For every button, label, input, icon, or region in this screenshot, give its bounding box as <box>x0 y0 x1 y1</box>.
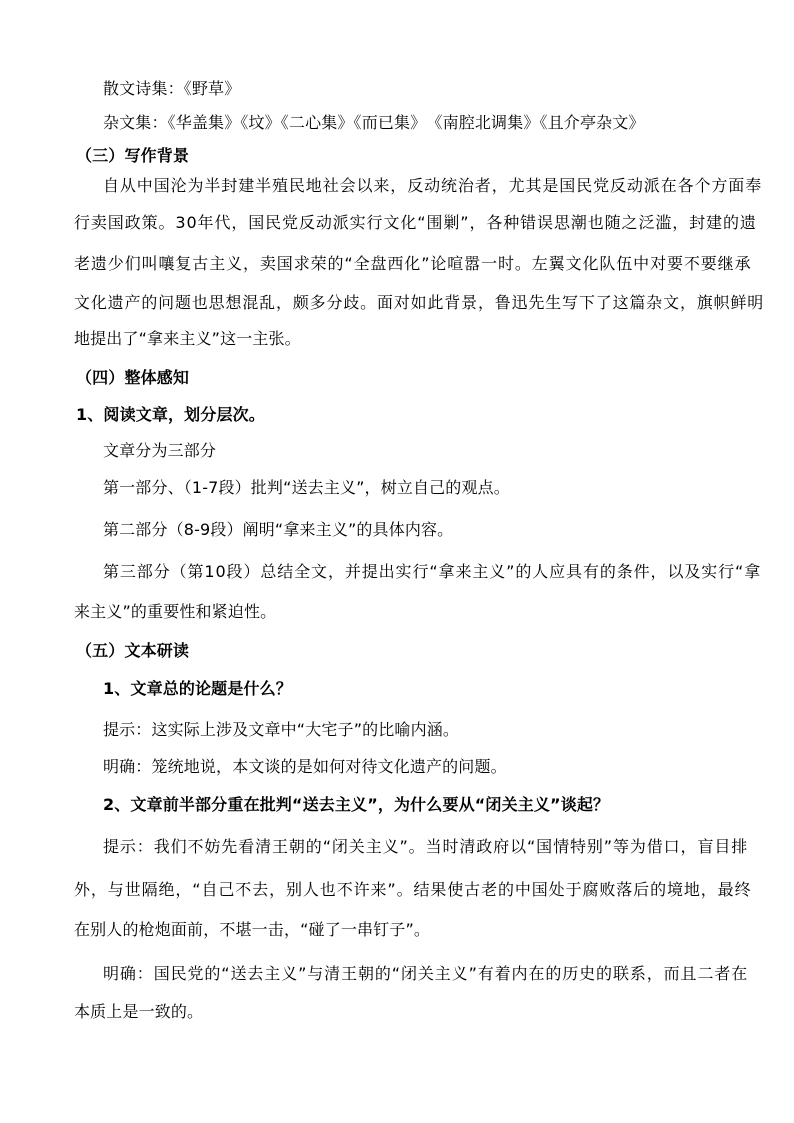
question-heading: 1、文章总的论题是什么？ <box>103 679 292 698</box>
paragraph-line: 明确：笼统地说，本文谈的是如何对待文化遗产的问题。 <box>103 757 507 776</box>
paragraph-line: 地提出了“拿来主义”这一主张。 <box>74 329 301 348</box>
paragraph-line: 本质上是一致的。 <box>74 1002 204 1021</box>
paragraph-line: 明确：国民党的“送去主义”与清王朝的“闭关主义”有着内在的历史的联系，而且二者在 <box>103 964 749 983</box>
section-heading-writing-background: （三）写作背景 <box>76 146 190 165</box>
section-heading-text-study: （五）文本研读 <box>76 641 190 660</box>
paragraph-line: 第三部分（第10段）总结全文，并提出实行“拿来主义”的人应具有的条件，以及实行“拿 <box>103 562 762 581</box>
paragraph-line: 文化遗产的问题也思想混乱，颇多分歧。面对如此背景，鲁迅先生写下了这篇杂文，旗帜鲜明 <box>74 293 765 312</box>
paragraph-line: 行卖国政策。30年代，国民党反动派实行文化“围剿”，各种错误思潮也随之泛滥，封建的遗 <box>74 213 757 232</box>
paragraph-line: 在别人的枪炮面前，不堪一击，“碰了一串钉子”。 <box>74 920 431 939</box>
paragraph-line: 第二部分（8-9段）阐明“拿来主义”的具体内容。 <box>103 520 454 539</box>
paragraph-line: 老遗少们叫嚷复古主义，卖国求荣的“全盘西化”论喧嚣一时。左翼文化队伍中对要不要继承 <box>74 254 752 273</box>
section-heading-overall-perception: （四）整体感知 <box>76 368 190 387</box>
paragraph-line: 来主义”的重要性和紧迫性。 <box>74 602 277 621</box>
paragraph-line: 自从中国沦为半封建半殖民地社会以来，反动统治者，尤其是国民党反动派在各个方面奉 <box>103 176 763 195</box>
question-heading: 2、文章前半部分重在批判“送去主义”，为什么要从“闭关主义”谈起？ <box>103 795 610 814</box>
essay-collections-line: 杂文集：《华盖集》《坟》《二心集》《而已集》 《南腔北调集》《且介亭杂文》 <box>103 113 645 132</box>
paragraph-line: 外，与世隔绝，“自己不去，别人也不许来”。结果使古老的中国处于腐败落后的境地，最终 <box>74 880 752 899</box>
prose-poetry-collection-line: 散文诗集：《野草》 <box>103 79 241 98</box>
paragraph-line: 第一部分、（1-7段）批判“送去主义”，树立自己的观点。 <box>103 478 510 497</box>
paragraph-line: 提示：这实际上涉及文章中“大宅子”的比喻内涵。 <box>103 720 460 739</box>
paragraph-line: 提示：我们不妨先看清王朝的“闭关主义”。当时清政府以“国情特别”等为借口，盲目排 <box>103 837 749 856</box>
question-heading: 1、阅读文章，划分层次。 <box>76 405 265 424</box>
paragraph-line: 文章分为三部分 <box>103 441 217 460</box>
